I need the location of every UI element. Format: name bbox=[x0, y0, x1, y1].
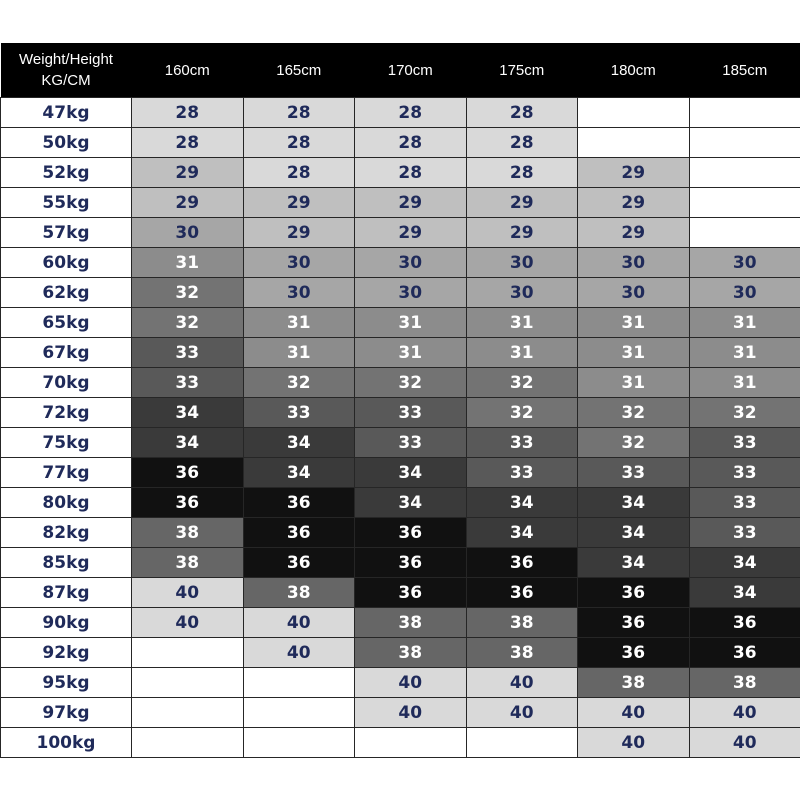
size-cell: 30 bbox=[355, 278, 467, 308]
size-cell: 34 bbox=[355, 458, 467, 488]
size-cell: 36 bbox=[466, 548, 578, 578]
size-cell: 29 bbox=[132, 188, 244, 218]
size-cell: 31 bbox=[466, 338, 578, 368]
size-cell: 34 bbox=[243, 428, 355, 458]
table-row bbox=[1, 638, 800, 668]
size-cell: 33 bbox=[689, 458, 800, 488]
size-cell: 28 bbox=[132, 128, 244, 158]
size-cell: 33 bbox=[355, 398, 467, 428]
size-cell: 29 bbox=[243, 218, 355, 248]
size-cell: 32 bbox=[578, 398, 690, 428]
size-cell: 29 bbox=[355, 218, 467, 248]
size-cell: 30 bbox=[578, 278, 690, 308]
row-label: 50kg bbox=[1, 128, 132, 158]
size-cell: 30 bbox=[243, 248, 355, 278]
size-cell: 29 bbox=[466, 218, 578, 248]
size-cell: 36 bbox=[578, 578, 690, 608]
size-cell: 29 bbox=[578, 158, 690, 188]
size-cell: 30 bbox=[466, 248, 578, 278]
size-cell: 31 bbox=[578, 338, 690, 368]
size-chart-table bbox=[0, 43, 800, 758]
size-cell: 36 bbox=[243, 548, 355, 578]
size-cell: 34 bbox=[243, 458, 355, 488]
column-header: 180cm bbox=[578, 43, 690, 98]
size-cell: 29 bbox=[578, 188, 690, 218]
size-cell: 30 bbox=[132, 218, 244, 248]
empty-cell bbox=[578, 98, 690, 128]
size-cell: 32 bbox=[243, 368, 355, 398]
size-cell: 36 bbox=[243, 488, 355, 518]
row-label: 95kg bbox=[1, 668, 132, 698]
corner-label-line1: Weight/Height bbox=[19, 51, 113, 68]
size-cell: 29 bbox=[578, 218, 690, 248]
size-cell: 36 bbox=[132, 488, 244, 518]
corner-label-line2: KG/CM bbox=[41, 72, 91, 89]
size-cell: 34 bbox=[466, 518, 578, 548]
row-label: 52kg bbox=[1, 158, 132, 188]
size-cell: 38 bbox=[132, 548, 244, 578]
table-row bbox=[1, 188, 800, 218]
size-cell: 34 bbox=[132, 398, 244, 428]
size-cell: 40 bbox=[132, 608, 244, 638]
size-cell: 31 bbox=[132, 248, 244, 278]
size-cell: 36 bbox=[689, 608, 800, 638]
size-cell: 28 bbox=[243, 98, 355, 128]
size-cell: 34 bbox=[355, 488, 467, 518]
size-cell: 40 bbox=[466, 668, 578, 698]
table-row bbox=[1, 128, 800, 158]
size-cell: 32 bbox=[578, 428, 690, 458]
size-cell: 40 bbox=[132, 578, 244, 608]
column-header: 160cm bbox=[132, 43, 244, 98]
row-label: 80kg bbox=[1, 488, 132, 518]
size-cell: 36 bbox=[689, 638, 800, 668]
table-row bbox=[1, 98, 800, 128]
size-cell: 31 bbox=[578, 368, 690, 398]
empty-cell bbox=[466, 728, 578, 758]
row-label: 72kg bbox=[1, 398, 132, 428]
row-label: 85kg bbox=[1, 548, 132, 578]
row-label: 55kg bbox=[1, 188, 132, 218]
row-label: 87kg bbox=[1, 578, 132, 608]
row-label: 70kg bbox=[1, 368, 132, 398]
size-cell: 33 bbox=[578, 458, 690, 488]
table-row bbox=[1, 548, 800, 578]
table-body bbox=[1, 98, 800, 758]
size-cell: 32 bbox=[132, 278, 244, 308]
size-cell: 40 bbox=[578, 698, 690, 728]
size-cell: 28 bbox=[243, 128, 355, 158]
size-cell: 36 bbox=[355, 518, 467, 548]
size-cell: 30 bbox=[355, 248, 467, 278]
row-label: 77kg bbox=[1, 458, 132, 488]
size-cell: 29 bbox=[243, 188, 355, 218]
empty-cell bbox=[355, 728, 467, 758]
empty-cell bbox=[243, 728, 355, 758]
table-row bbox=[1, 668, 800, 698]
size-cell: 28 bbox=[132, 98, 244, 128]
size-cell: 32 bbox=[466, 398, 578, 428]
table-row bbox=[1, 488, 800, 518]
empty-cell bbox=[132, 698, 244, 728]
size-cell: 32 bbox=[466, 368, 578, 398]
size-cell: 36 bbox=[355, 578, 467, 608]
row-label: 62kg bbox=[1, 278, 132, 308]
table-row bbox=[1, 428, 800, 458]
column-header: 175cm bbox=[466, 43, 578, 98]
size-cell: 34 bbox=[466, 488, 578, 518]
empty-cell bbox=[689, 188, 800, 218]
size-cell: 36 bbox=[466, 578, 578, 608]
table-row bbox=[1, 368, 800, 398]
row-label: 65kg bbox=[1, 308, 132, 338]
size-cell: 30 bbox=[578, 248, 690, 278]
row-label: 97kg bbox=[1, 698, 132, 728]
table-row bbox=[1, 518, 800, 548]
size-cell: 36 bbox=[243, 518, 355, 548]
size-cell: 34 bbox=[689, 548, 800, 578]
empty-cell bbox=[578, 128, 690, 158]
table-row bbox=[1, 698, 800, 728]
size-cell: 31 bbox=[689, 368, 800, 398]
size-cell: 36 bbox=[578, 638, 690, 668]
empty-cell bbox=[689, 158, 800, 188]
size-cell: 31 bbox=[243, 308, 355, 338]
row-label: 57kg bbox=[1, 218, 132, 248]
size-cell: 31 bbox=[689, 308, 800, 338]
row-label: 90kg bbox=[1, 608, 132, 638]
size-cell: 38 bbox=[466, 638, 578, 668]
row-label: 100kg bbox=[1, 728, 132, 758]
size-cell: 28 bbox=[243, 158, 355, 188]
size-cell: 29 bbox=[355, 188, 467, 218]
size-cell: 29 bbox=[466, 188, 578, 218]
corner-header bbox=[1, 43, 132, 98]
size-cell: 40 bbox=[243, 638, 355, 668]
table-row bbox=[1, 278, 800, 308]
size-cell: 40 bbox=[355, 698, 467, 728]
table-row bbox=[1, 398, 800, 428]
table-row bbox=[1, 308, 800, 338]
size-cell: 38 bbox=[578, 668, 690, 698]
row-label: 67kg bbox=[1, 338, 132, 368]
table-row bbox=[1, 608, 800, 638]
size-cell: 31 bbox=[466, 308, 578, 338]
size-cell: 33 bbox=[355, 428, 467, 458]
column-header: 185cm bbox=[689, 43, 800, 98]
table-row bbox=[1, 578, 800, 608]
size-cell: 33 bbox=[689, 518, 800, 548]
size-cell: 29 bbox=[132, 158, 244, 188]
size-cell: 33 bbox=[243, 398, 355, 428]
empty-cell bbox=[689, 128, 800, 158]
empty-cell bbox=[689, 218, 800, 248]
size-cell: 32 bbox=[355, 368, 467, 398]
empty-cell bbox=[243, 668, 355, 698]
size-cell: 34 bbox=[132, 428, 244, 458]
size-cell: 38 bbox=[132, 518, 244, 548]
size-cell: 28 bbox=[466, 128, 578, 158]
size-cell: 28 bbox=[355, 128, 467, 158]
column-header: 165cm bbox=[243, 43, 355, 98]
size-cell: 28 bbox=[355, 98, 467, 128]
size-cell: 30 bbox=[689, 248, 800, 278]
empty-cell bbox=[243, 698, 355, 728]
size-cell: 31 bbox=[355, 338, 467, 368]
size-cell: 33 bbox=[132, 338, 244, 368]
column-header: 170cm bbox=[355, 43, 467, 98]
size-cell: 31 bbox=[689, 338, 800, 368]
size-cell: 33 bbox=[132, 368, 244, 398]
size-cell: 36 bbox=[355, 548, 467, 578]
row-label: 47kg bbox=[1, 98, 132, 128]
size-cell: 40 bbox=[578, 728, 690, 758]
table-row bbox=[1, 338, 800, 368]
table-row bbox=[1, 248, 800, 278]
table-row bbox=[1, 728, 800, 758]
row-label: 75kg bbox=[1, 428, 132, 458]
size-cell: 33 bbox=[689, 488, 800, 518]
empty-cell bbox=[132, 638, 244, 668]
size-cell: 40 bbox=[689, 728, 800, 758]
size-cell: 40 bbox=[689, 698, 800, 728]
size-cell: 31 bbox=[243, 338, 355, 368]
size-cell: 28 bbox=[466, 158, 578, 188]
size-cell: 36 bbox=[578, 608, 690, 638]
header-row bbox=[1, 43, 800, 98]
size-cell: 32 bbox=[132, 308, 244, 338]
empty-cell bbox=[132, 728, 244, 758]
size-cell: 38 bbox=[466, 608, 578, 638]
size-cell: 31 bbox=[578, 308, 690, 338]
size-cell: 33 bbox=[689, 428, 800, 458]
size-cell: 40 bbox=[243, 608, 355, 638]
empty-cell bbox=[132, 668, 244, 698]
row-label: 82kg bbox=[1, 518, 132, 548]
size-cell: 38 bbox=[355, 638, 467, 668]
size-cell: 28 bbox=[466, 98, 578, 128]
size-cell: 30 bbox=[243, 278, 355, 308]
empty-cell bbox=[689, 98, 800, 128]
size-cell: 36 bbox=[132, 458, 244, 488]
table-row bbox=[1, 218, 800, 248]
row-label: 60kg bbox=[1, 248, 132, 278]
table-row bbox=[1, 458, 800, 488]
size-cell: 30 bbox=[689, 278, 800, 308]
row-label: 92kg bbox=[1, 638, 132, 668]
size-cell: 33 bbox=[466, 428, 578, 458]
size-cell: 38 bbox=[355, 608, 467, 638]
size-cell: 34 bbox=[578, 518, 690, 548]
size-cell: 32 bbox=[689, 398, 800, 428]
size-cell: 40 bbox=[355, 668, 467, 698]
size-cell: 34 bbox=[578, 488, 690, 518]
size-cell: 33 bbox=[466, 458, 578, 488]
size-cell: 34 bbox=[689, 578, 800, 608]
size-cell: 31 bbox=[355, 308, 467, 338]
size-cell: 28 bbox=[355, 158, 467, 188]
table-row bbox=[1, 158, 800, 188]
size-cell: 34 bbox=[578, 548, 690, 578]
size-cell: 38 bbox=[689, 668, 800, 698]
size-cell: 30 bbox=[466, 278, 578, 308]
size-cell: 38 bbox=[243, 578, 355, 608]
size-cell: 40 bbox=[466, 698, 578, 728]
